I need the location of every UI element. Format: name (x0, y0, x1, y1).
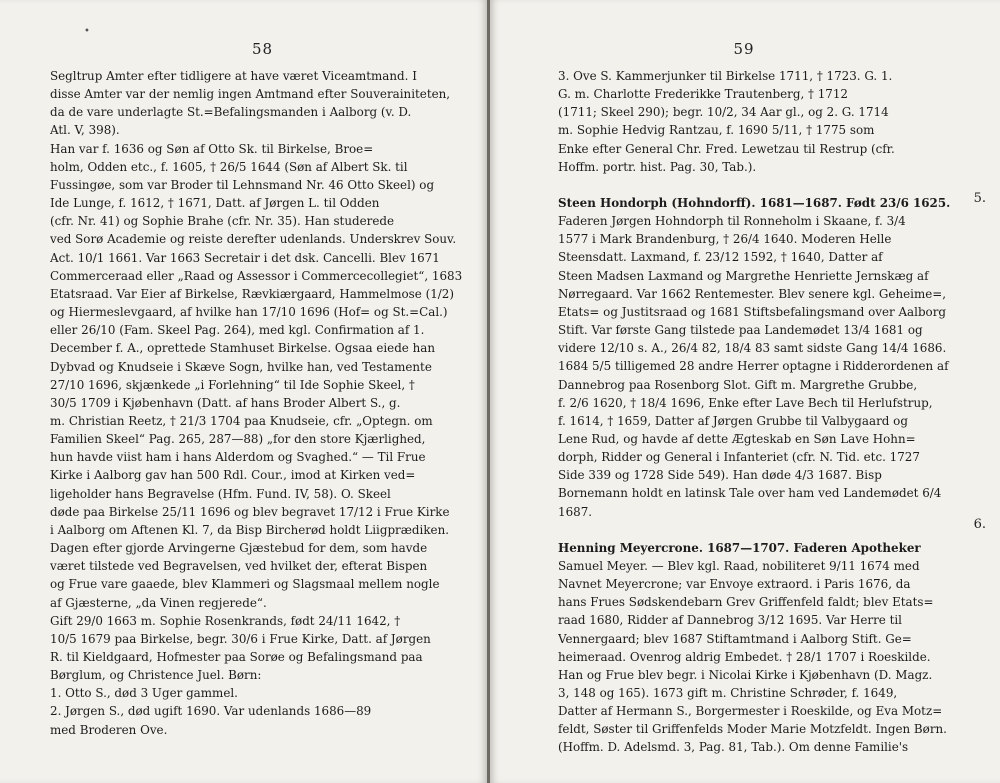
page-number-left: 58 (251, 40, 274, 58)
text-line: Samuel Meyer. — Blev kgl. Raad, nobiliteret 9/11 1674 med (558, 558, 920, 573)
text-line: f. 2/6 1620, † 18/4 1696, Enke efter Lave Bech til Herlufstrup, (558, 395, 933, 410)
text-line (558, 521, 960, 539)
text-line: 2. Jørgen S., død ugift 1690. Var udenlands 1686—89 (50, 704, 372, 719)
text-line: Steen Madsen Laxmand og Margrethe Henriette Jernskæg af (558, 268, 929, 283)
text-line: Børglum, og Christence Juel. Børn: (50, 668, 262, 683)
text-line: Hoffm. portr. hist. Pag. 30, Tab.). (558, 159, 757, 174)
text-line: Dagen efter gjorde Arvingerne Gjæstebud for dem, som havde (50, 541, 428, 556)
text-line: holm, Odden etc., f. 1605, † 26/5 1644 (Søn af Albert Sk. til (50, 159, 408, 174)
left-page (0, 0, 487, 783)
text-line: Vennergaard; blev 1687 Stiftamtmand i Aalborg Stift. Ge= (558, 631, 912, 646)
text-line: raad 1680, Ridder af Dannebrog 3/12 1695. Var Herre til (558, 613, 902, 628)
text-line: Han og Frue blev begr. i Nicolai Kirke i Kjøbenhavn (D. Magz. (558, 667, 933, 682)
text-line: 27/10 1696, skjænkede „i Forlehning“ til Ide Sophie Skeel, † (50, 377, 415, 392)
text-line: Navnet Meyercrone; var Envoye extraord. i Paris 1676, da (558, 577, 911, 592)
right-page-text (558, 67, 960, 757)
text-line: Stift. Var første Gang tilstede paa Landemødet 13/4 1681 og (558, 323, 923, 338)
text-line: (1711; Skeel 290); begr. 10/2, 34 Aar gl., og 2. G. 1714 (558, 105, 889, 120)
text-line: Dannebrog paa Rosenborg Slot. Gift m. Margrethe Grubbe, (558, 377, 918, 392)
text-line: 3, 148 og 165). 1673 gift m. Christine Schrøder, f. 1649, (558, 686, 898, 700)
ink-speck: • (84, 26, 90, 37)
text-line: 30/5 1709 i Kjøbenhavn (Datt. af hans Broder Albert S., g. (50, 395, 401, 410)
text-line: Han var f. 1636 og Søn af Otto Sk. til Birkelse, Broe= (50, 141, 374, 156)
text-line: G. m. Charlotte Frederikke Trautenberg, † 1712 (558, 87, 848, 102)
text-line: heimeraad. Ovenrog aldrig Embedet. † 28/1 1707 i Roeskilde. (558, 649, 931, 664)
text-line: Datter af Hermann S., Borgermester i Roeskilde, og Eva Motz= (558, 704, 943, 719)
text-line: (cfr. Nr. 41) og Sophie Brahe (cfr. Nr. 35). Han studerede (50, 214, 395, 229)
text-line: R. til Kieldgaard, Hofmester paa Sorøe og Befalingsmand paa (50, 650, 423, 664)
text-line: Nørregaard. Var 1662 Rentemester. Blev senere kgl. Geheime=, (558, 286, 947, 301)
text-line: Gift 29/0 1663 m. Sophie Rosenkrands, født 24/11 1642, † (50, 613, 401, 628)
text-line: 1684 5/5 tilligemed 28 andre Herrer optagne i Ridderordenen af (558, 359, 949, 374)
text-line: Ide Lunge, f. 1612, † 1671, Datt. af Jørgen L. til Odden (50, 196, 380, 211)
entry-number-6: 6. (973, 517, 986, 532)
text-line: med Broderen Ove. (50, 722, 168, 737)
text-line: December f. A., oprettede Stamhuset Birkelse. Ogsaa eiede han (50, 341, 436, 356)
text-line: Act. 10/1 1661. Var 1663 Secretair i det dsk. Cancelli. Blev 1671 (50, 250, 440, 265)
text-line: ligeholder hans Begravelse (Hfm. Fund. IV, 58). O. Skeel (50, 486, 391, 501)
text-line: eller 26/10 (Fam. Skeel Pag. 264), med kgl. Confirmation af 1. (50, 323, 425, 338)
text-line: 3. Ove S. Kammerjunker til Birkelse 1711, † 1723. G. 1. (558, 69, 893, 83)
text-line: Enke efter General Chr. Fred. Lewetzau til Restrup (cfr. (558, 141, 895, 156)
text-line: feldt, Søster til Griffenfelds Moder Marie Motzfeldt. Ingen Børn. (558, 722, 947, 737)
text-line: Dybvad og Knudseie i Skæve Sogn, hvilke han, ved Testamente (50, 359, 432, 374)
text-line: Etatsraad. Var Eier af Birkelse, Rævkiærgaard, Hammelmose (1/2) (50, 286, 454, 301)
text-line: 1687. (558, 504, 593, 519)
text-line: 10/5 1679 paa Birkelse, begr. 30/6 i Frue Kirke, Datt. af Jørgen (50, 631, 431, 646)
text-line: Familien Skeel“ Pag. 265, 287—88) „for den store Kjærlighed, (50, 432, 426, 447)
text-line: af Gjæsterne, „da Vinen regjerede“. (50, 595, 267, 610)
text-line: Steen Hondorph (Hohndorff). 1681—1687. Født 23/6 1625. (558, 195, 951, 210)
page-number-right: 59 (733, 40, 755, 58)
text-line: 1. Otto S., død 3 Uger gammel. (50, 686, 238, 701)
text-line: Kirke i Aalborg gav han 500 Rdl. Cour., imod at Kirken ved= (50, 468, 416, 483)
text-line: m. Christian Reetz, † 21/3 1704 paa Knudseie, cfr. „Optegn. om (50, 413, 433, 428)
text-line (558, 176, 960, 194)
text-line: døde paa Birkelse 25/11 1696 og blev begravet 17/12 i Frue Kirke (50, 504, 450, 519)
text-line: Henning Meyercrone. 1687—1707. Faderen Apotheker (558, 540, 921, 555)
text-line: Etats= og Justitsraad og 1681 Stiftsbefalingsmand over Aalborg (558, 304, 947, 319)
text-line: dorph, Ridder og General i Infanteriet (cfr. N. Tid. etc. 1727 (558, 450, 920, 465)
text-line: Faderen Jørgen Hohndorph til Ronneholm i Skaane, f. 3/4 (558, 214, 906, 229)
text-line: og Frue vare gaaede, blev Klammeri og Slagsmaal mellem nogle (50, 577, 440, 592)
text-line: hun havde viist ham i hans Alderdom og Svaghed.“ — Til Frue (50, 450, 426, 465)
text-line: hans Frues Sødskendebarn Grev Griffenfeld faldt; blev Etats= (558, 595, 934, 610)
text-line: Side 339 og 1728 Side 549). Han døde 4/3 1687. Bisp (558, 468, 882, 483)
text-line: videre 12/10 s. A., 26/4 82, 18/4 83 samt sidste Gang 14/4 1686. (558, 341, 947, 356)
text-line: f. 1614, † 1659, Datter af Jørgen Grubbe til Valbygaard og (558, 413, 908, 428)
left-page-text (50, 67, 465, 739)
text-line: og Hiermeslevgaard, af hvilke han 17/10 1696 (Hof= og St.=Cal.) (50, 305, 448, 320)
text-line: Atl. V, 398). (50, 123, 120, 138)
text-line: Fussingøe, som var Broder til Lehnsmand Nr. 46 Otto Skeel) og (50, 177, 435, 192)
text-line: Steensdatt. Laxmand, f. 23/12 1592, † 1640, Datter af (558, 250, 883, 265)
text-line: Segltrup Amter efter tidligere at have været Viceamtmand. I (50, 69, 417, 83)
text-line: været tilstede ved Begravelsen, ved hvilket der, efterat Bispen (50, 559, 428, 574)
text-line: disse Amter var der nemlig ingen Amtmand efter Souverainiteten, (50, 87, 451, 102)
text-line: da de vare underlagte St.=Befalingsmanden i Aalborg (v. D. (50, 105, 412, 120)
text-line: Lene Rud, og havde af dette Ægteskab en Søn Lave Hohn= (558, 431, 916, 446)
entry-number-5: 5. (973, 191, 986, 206)
text-line: m. Sophie Hedvig Rantzau, f. 1690 5/11, † 1775 som (558, 123, 875, 138)
text-line: (Hoffm. D. Adelsmd. 3, Pag. 81, Tab.). Om denne Familie's (558, 740, 909, 755)
text-line: 1577 i Mark Brandenburg, † 26/4 1640. Moderen Helle (558, 232, 892, 247)
text-line: ved Sorø Academie og reiste derefter udenlands. Underskrev Souv. (50, 232, 457, 247)
text-line: Commerceraad eller „Raad og Assessor i Commercecollegiet“, 1683 (50, 268, 463, 283)
right-page (490, 0, 1000, 783)
text-line: i Aalborg om Aftenen Kl. 7, da Bisp Bircherød holdt Liigprædiken. (50, 522, 450, 537)
text-line: Bornemann holdt en latinsk Tale over ham ved Landemødet 6/4 (558, 486, 942, 501)
